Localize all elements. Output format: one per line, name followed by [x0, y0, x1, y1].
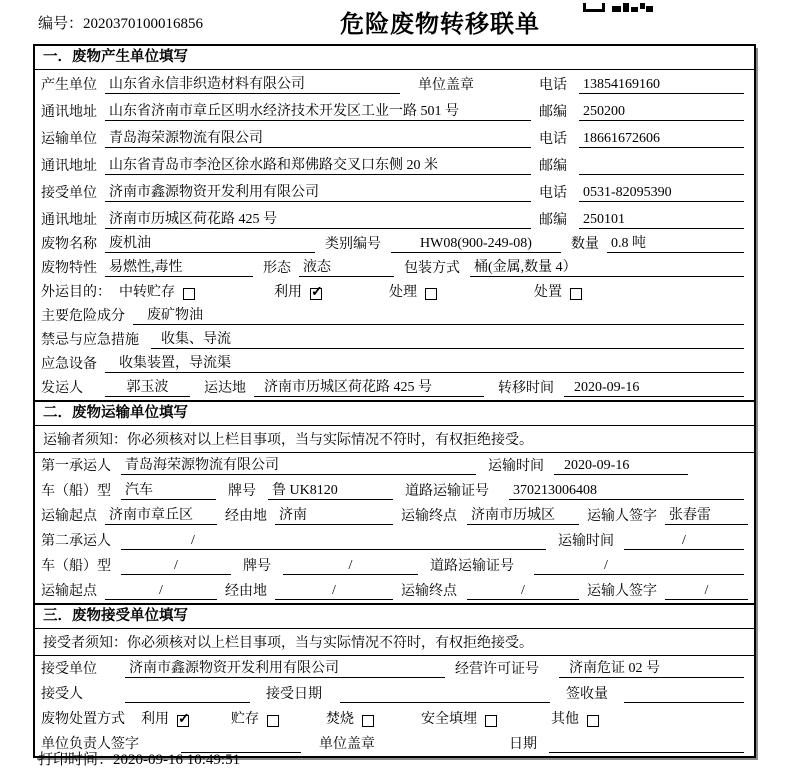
route-origin-value: /	[105, 583, 217, 600]
receiver-zip-value: 250101	[579, 212, 744, 229]
option-label: 处置	[534, 285, 562, 300]
row-vehicle-2	[35, 553, 754, 578]
date-label: 日期	[509, 737, 537, 752]
row-producer-address	[35, 97, 754, 124]
road-license-label: 道路运输证号	[405, 484, 489, 499]
category-code-label: 类别编号	[325, 237, 381, 252]
unit-stamp-label: 单位盖章	[418, 78, 474, 93]
disposal-option-utilize	[141, 708, 231, 728]
option-label: 处理	[389, 285, 417, 300]
option-label: 安全填埋	[421, 712, 477, 727]
producer-zip-value: 250200	[579, 104, 744, 121]
via-value: /	[275, 583, 393, 600]
row-transporter-address	[35, 151, 754, 178]
field-label: 运输起点	[41, 509, 97, 524]
print-time-line	[38, 748, 240, 769]
row-hazard-components	[35, 304, 754, 328]
purpose-option-transfer-storage	[119, 281, 274, 301]
qr-code-fragment-icon	[583, 0, 653, 18]
transport-time-label: 运输时间	[488, 459, 544, 474]
section1-heading: 一．废物产生单位填写	[35, 46, 754, 70]
via-label: 经由地	[225, 509, 267, 524]
row-transfer-purpose	[35, 280, 754, 304]
checkbox-utilize	[310, 288, 322, 300]
transporter-zip-value	[579, 159, 744, 175]
route-end-value: /	[467, 583, 579, 600]
receiver-notice: 接受者须知：你必须核对以上栏目事项，当与实际情况不符时，有权拒绝接受。	[35, 629, 754, 656]
emergency-equipment-value: 收集装置，导流渠	[105, 352, 744, 373]
plate-label: 牌号	[228, 484, 256, 499]
row-taboo-measures	[35, 328, 754, 352]
shipper-name-value: 郭玉波	[105, 376, 190, 397]
form-value: 液态	[299, 256, 394, 277]
field-label: 产生单位	[41, 78, 97, 93]
phone-label: 电话	[539, 78, 567, 93]
route-end-value: 济南市历城区	[467, 504, 579, 525]
route-origin-value: 济南市章丘区	[105, 504, 217, 525]
road-license-value: 370213006408	[509, 483, 744, 500]
page-header	[0, 0, 796, 46]
checkbox-transfer-storage	[183, 288, 195, 300]
form-label: 形态	[263, 261, 291, 276]
purpose-option-utilize	[274, 281, 389, 301]
checkbox-dispose	[570, 288, 582, 300]
vehicle-type-value: /	[121, 558, 231, 575]
field-label: 第二承运人	[41, 534, 111, 549]
row-first-carrier	[35, 453, 754, 478]
accept-person-value	[125, 687, 250, 703]
field-label: 接受单位	[41, 186, 97, 201]
first-carrier-value: 青岛海荣源物流有限公司	[121, 454, 476, 475]
disposal-option-incinerate	[326, 708, 421, 728]
field-label: 主要危险成分	[41, 309, 125, 324]
checkbox-treat	[425, 288, 437, 300]
field-label: 运输单位	[41, 132, 97, 147]
transporter-name-value: 青岛海荣源物流有限公司	[105, 127, 531, 148]
option-label: 贮存	[231, 712, 259, 727]
permit-number-label: 经营许可证号	[455, 662, 539, 677]
transfer-time-value: 2020-09-16	[564, 380, 744, 397]
row-disposal-method	[35, 706, 754, 731]
road-license-value: /	[534, 558, 744, 575]
purpose-option-treat	[389, 281, 534, 301]
route-end-label: 运输终点	[401, 509, 457, 524]
waste-name-value: 废机油	[105, 232, 315, 253]
row-second-carrier	[35, 528, 754, 553]
section2-heading: 二．废物运输单位填写	[35, 400, 754, 426]
plate-value: 鲁 UK8120	[268, 479, 393, 500]
phone-label: 电话	[539, 132, 567, 147]
print-time-value: 2020-09-16 10:49:51	[113, 752, 241, 768]
second-carrier-value: /	[121, 533, 546, 550]
plate-value: /	[283, 558, 418, 575]
carrier-sign-value: /	[665, 583, 748, 600]
transport-time-label: 运输时间	[558, 534, 614, 549]
option-label: 利用	[274, 285, 302, 300]
transporter-address-value: 山东省青岛市李沧区徐水路和郑佛路交叉口东侧 20 米	[105, 154, 531, 175]
disposal-option-other	[551, 708, 599, 728]
phone-label: 电话	[539, 186, 567, 201]
row-receiver-address	[35, 205, 754, 232]
transfer-form-table	[33, 44, 756, 758]
road-license-label: 道路运输证号	[430, 559, 514, 574]
disposal-option-store	[231, 708, 326, 728]
transport-time-value: /	[624, 533, 744, 550]
producer-name-value: 山东省永信非织造材料有限公司	[105, 73, 400, 94]
field-label: 通讯地址	[41, 105, 97, 120]
packaging-value: 桶(金属,数量 4）	[470, 256, 744, 277]
row-vehicle-1	[35, 478, 754, 503]
receiver-address-value: 济南市历城区荷花路 425 号	[105, 208, 531, 229]
field-label: 接受单位	[41, 662, 97, 677]
row-accept-unit	[35, 656, 754, 681]
row-acceptance	[35, 681, 754, 706]
serial-label: 编号：	[38, 16, 84, 32]
row-shipper	[35, 376, 754, 400]
receiver-phone-value: 0531-82095390	[579, 185, 744, 202]
accept-unit-value: 济南市鑫源物资开发利用有限公司	[125, 657, 445, 678]
field-label: 废物名称	[41, 237, 97, 252]
row-waste-name	[35, 232, 754, 256]
option-label: 中转贮存	[119, 285, 175, 300]
serial-number-line	[38, 12, 203, 33]
option-label: 利用	[141, 712, 169, 727]
category-code-value: HW08(900-249-08)	[391, 236, 561, 253]
field-label: 废物特性	[41, 261, 97, 276]
field-label: 废物处置方式	[41, 712, 125, 727]
checkbox-disposal-utilize	[177, 715, 189, 727]
field-label: 禁忌与应急措施	[41, 333, 139, 348]
option-label: 焚烧	[326, 712, 354, 727]
row-route-1	[35, 503, 754, 528]
field-label: 接受人	[41, 687, 83, 702]
field-label: 运输起点	[41, 584, 97, 599]
section3-heading: 三．废物接受单位填写	[35, 603, 754, 629]
field-label: 车（船）型	[41, 559, 111, 574]
field-label: 应急设备	[41, 357, 97, 372]
accept-date-value	[340, 687, 550, 703]
row-route-2	[35, 578, 754, 603]
packaging-label: 包装方式	[404, 261, 460, 276]
destination-value: 济南市历城区荷花路 425 号	[254, 376, 484, 397]
producer-address-value: 山东省济南市章丘区明水经济技术开发区工业一路 501 号	[105, 100, 531, 121]
quantity-value: 0.8 吨	[607, 232, 744, 253]
checkbox-disposal-other	[587, 715, 599, 727]
row-producer	[35, 70, 754, 97]
checkbox-disposal-landfill	[485, 715, 497, 727]
vehicle-type-value: 汽车	[121, 479, 216, 500]
signoff-date-value	[549, 737, 744, 753]
receiver-name-value: 济南市鑫源物资开发利用有限公司	[105, 181, 531, 202]
unit-stamp-label: 单位盖章	[319, 737, 375, 752]
hazard-components-value: 废矿物油	[133, 304, 744, 325]
quantity-label: 数量	[571, 237, 599, 252]
row-receiver	[35, 178, 754, 205]
option-label: 其他	[551, 712, 579, 727]
field-label: 发运人	[41, 381, 83, 396]
producer-phone-value: 13854169160	[579, 77, 744, 94]
destination-label: 运达地	[204, 381, 246, 396]
transport-time-value: 2020-09-16	[554, 458, 688, 475]
field-label: 车（船）型	[41, 484, 111, 499]
carrier-sign-value: 张春雷	[665, 504, 748, 525]
carrier-sign-label: 运输人签字	[587, 509, 657, 524]
row-waste-traits	[35, 256, 754, 280]
taboo-measures-value: 收集、导流	[151, 328, 744, 349]
zip-label: 邮编	[539, 105, 567, 120]
serial-value: 2020370100016856	[83, 16, 204, 32]
signed-quantity-label: 签收量	[566, 687, 608, 702]
zip-label: 邮编	[539, 213, 567, 228]
signed-quantity-value	[624, 687, 744, 703]
waste-traits-value: 易燃性,毒性	[105, 256, 253, 277]
purpose-option-dispose	[534, 281, 582, 301]
row-transporter	[35, 124, 754, 151]
transporter-phone-value: 18661672606	[579, 131, 744, 148]
zip-label: 邮编	[539, 159, 567, 174]
row-emergency-equipment	[35, 352, 754, 376]
permit-number-value: 济南危证 02 号	[559, 657, 744, 678]
accept-date-label: 接受日期	[266, 687, 322, 702]
field-label: 外运目的：	[41, 285, 111, 300]
field-label: 单位负责人签字	[41, 737, 139, 752]
transporter-notice: 运输者须知：你必须核对以上栏目事项，当与实际情况不符时，有权拒绝接受。	[35, 426, 754, 453]
field-label: 通讯地址	[41, 159, 97, 174]
print-time-label: 打印时间：	[38, 752, 114, 768]
disposal-option-landfill	[421, 708, 551, 728]
checkbox-disposal-incinerate	[362, 715, 374, 727]
page-title: 危险废物转移联单	[340, 11, 540, 38]
carrier-sign-label: 运输人签字	[587, 584, 657, 599]
plate-label: 牌号	[243, 559, 271, 574]
field-label: 通讯地址	[41, 213, 97, 228]
transfer-time-label: 转移时间	[498, 381, 554, 396]
field-label: 第一承运人	[41, 459, 111, 474]
route-end-label: 运输终点	[401, 584, 457, 599]
checkbox-disposal-store	[267, 715, 279, 727]
via-value: 济南	[275, 504, 393, 525]
via-label: 经由地	[225, 584, 267, 599]
